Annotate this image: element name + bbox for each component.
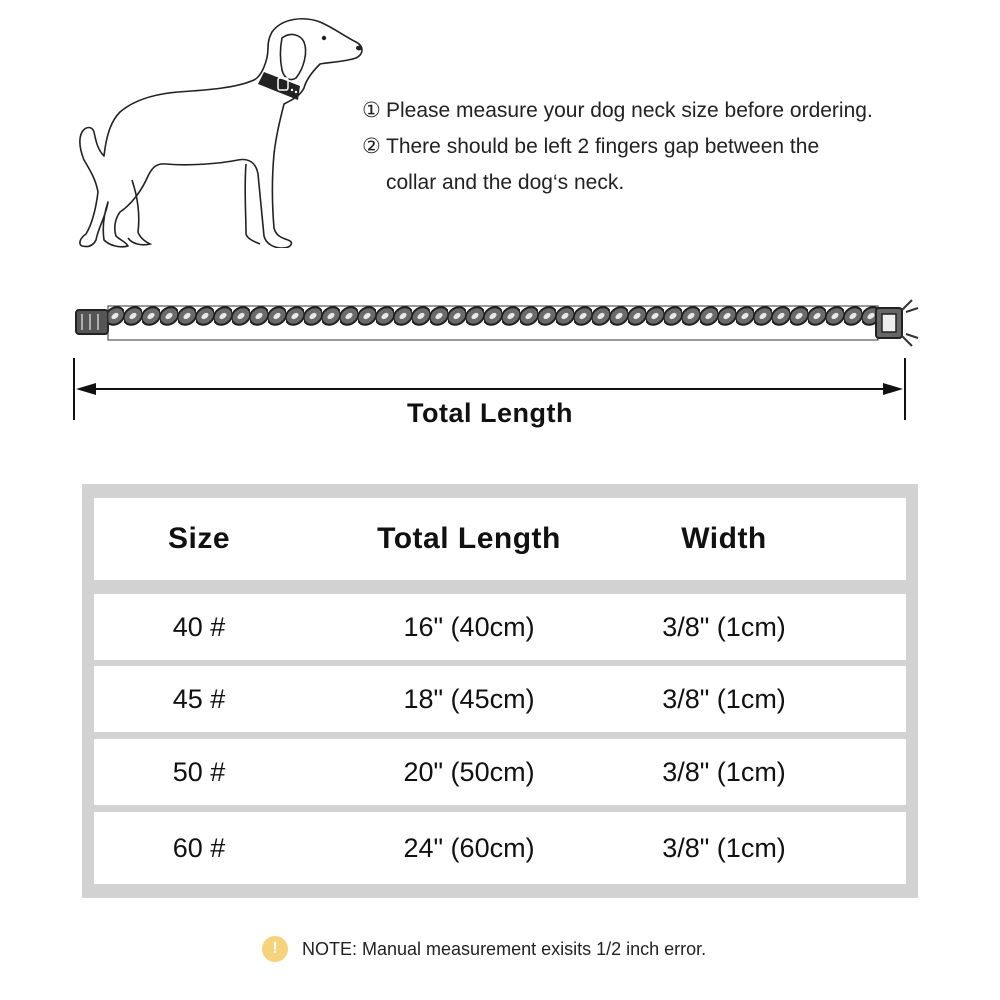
header-width: Width	[681, 522, 767, 555]
cell-total-length: 20" (50cm)	[403, 756, 535, 787]
total-length-label: Total Length	[407, 398, 573, 428]
instruction-text: There should be left 2 fingers gap between the	[386, 135, 820, 158]
measurement-note	[262, 936, 706, 962]
cell-width: 3/8" (1cm)	[662, 756, 786, 787]
cell-total-length: 16" (40cm)	[403, 611, 535, 642]
cell-size: 60 #	[172, 832, 226, 863]
instruction-2	[362, 132, 982, 162]
cell-size: 45 #	[172, 683, 226, 714]
cell-width: 3/8" (1cm)	[662, 611, 786, 642]
measure-instructions	[362, 96, 982, 198]
cell-size: 50 #	[172, 756, 226, 787]
note-text: NOTE: Manual measurement exisits 1/2 inch error.	[302, 938, 707, 959]
table-header-row	[94, 498, 906, 580]
cell-width: 3/8" (1cm)	[662, 683, 786, 714]
cell-width: 3/8" (1cm)	[662, 832, 786, 863]
table-row	[94, 666, 906, 732]
instruction-text: Please measure your dog neck size before ordering.	[386, 99, 873, 122]
size-chart-table	[82, 484, 918, 898]
header-total-length: Total Length	[377, 522, 561, 555]
table-row	[94, 812, 906, 884]
instruction-text: collar and the dog‘s neck.	[386, 171, 625, 194]
table-row	[94, 594, 906, 660]
instruction-number: ①	[362, 99, 381, 122]
header-size: Size	[167, 522, 231, 555]
chain-collar-icon	[70, 298, 920, 348]
cell-size: 40 #	[172, 611, 226, 642]
exclamation-icon: !	[262, 936, 288, 962]
dog-illustration-icon	[68, 8, 368, 248]
instruction-number: ②	[362, 135, 381, 158]
instruction-1	[362, 96, 982, 126]
table-row	[94, 739, 906, 805]
cell-total-length: 24" (60cm)	[403, 832, 535, 863]
instruction-2-continued	[362, 168, 982, 198]
cell-total-length: 18" (45cm)	[403, 683, 535, 714]
